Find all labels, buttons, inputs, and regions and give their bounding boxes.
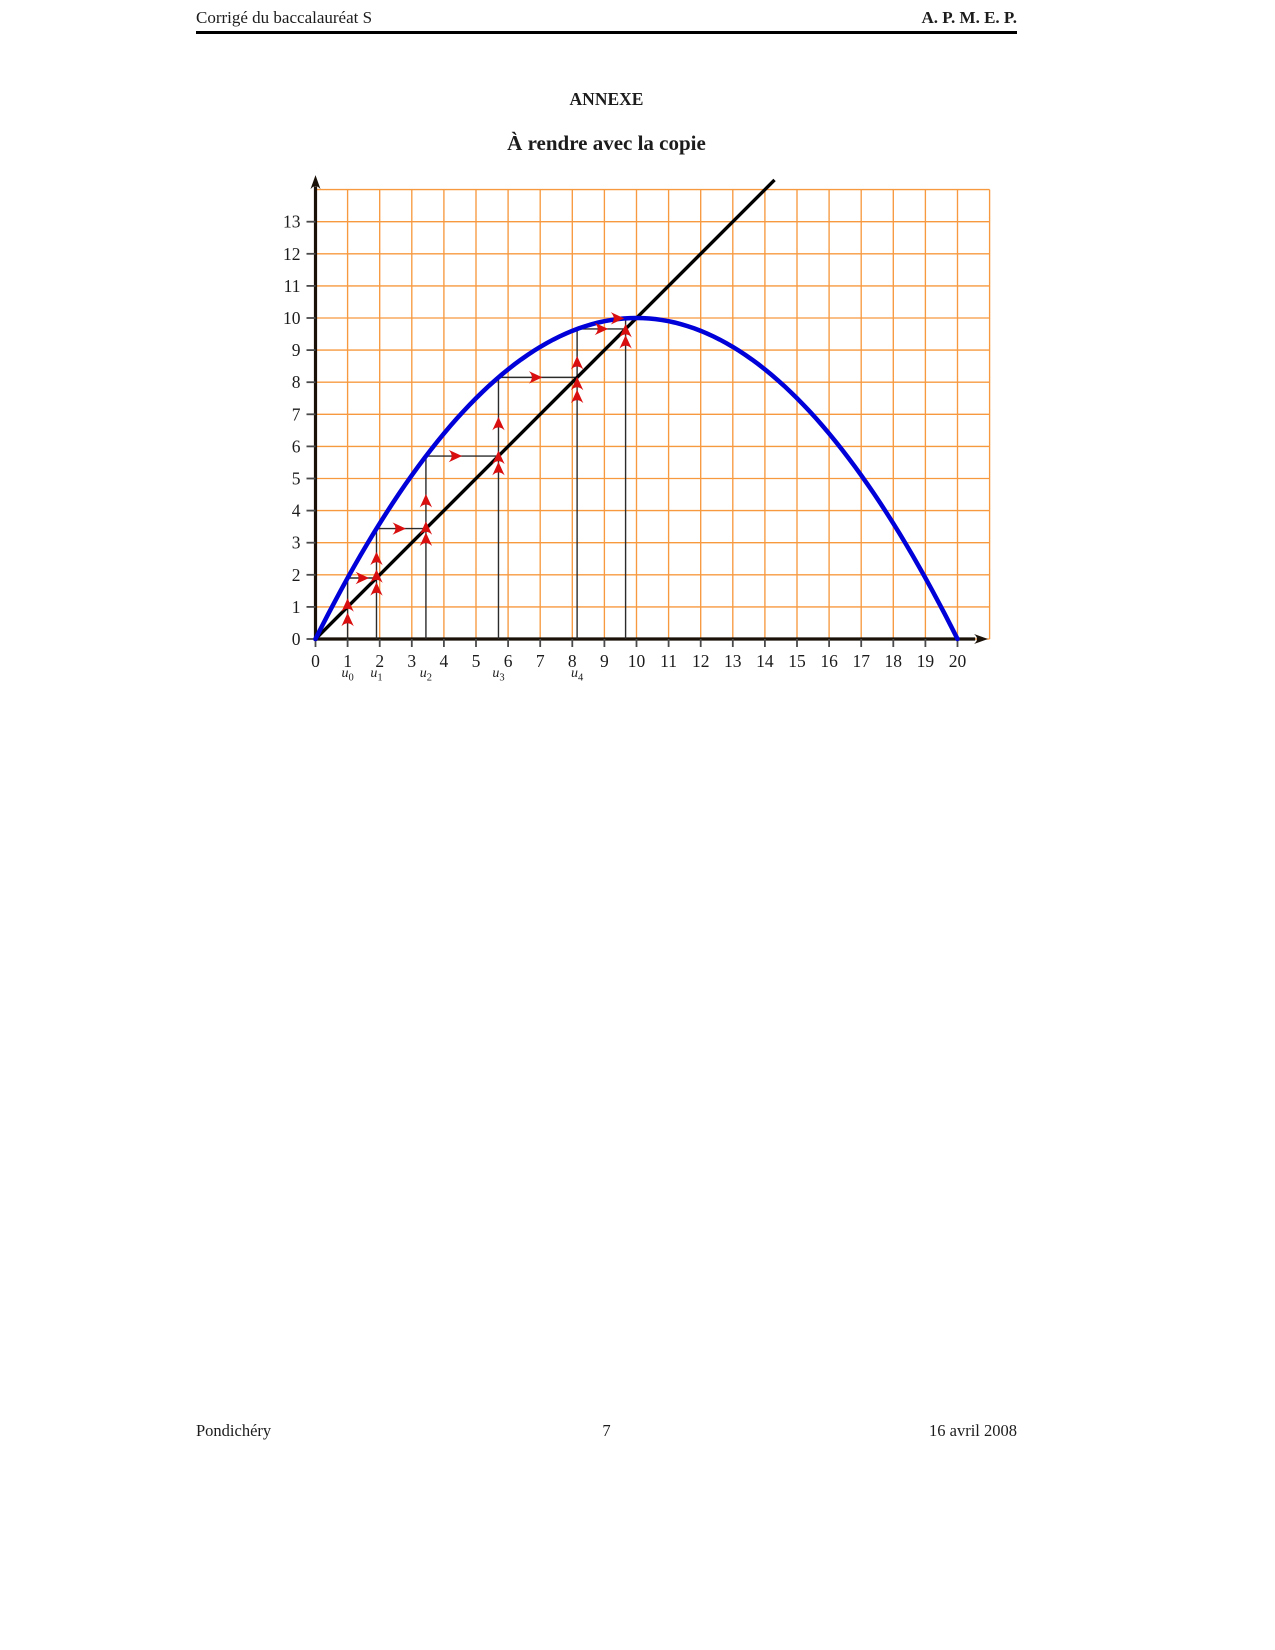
y-tick-label: 8 bbox=[291, 372, 301, 393]
u-label: $u_0$ bbox=[341, 666, 354, 684]
cobweb-figure bbox=[245, 168, 1005, 688]
y-tick-label: 10 bbox=[283, 308, 301, 328]
y-tick-label: 0 bbox=[291, 629, 301, 649]
header-right-text: A. P. M. E. P. bbox=[921, 8, 1017, 27]
x-tick-label: 20 bbox=[948, 651, 967, 671]
y-tick-label: 7 bbox=[291, 404, 301, 425]
y-tick-label: 12 bbox=[283, 243, 301, 264]
x-tick-label: 5 bbox=[471, 651, 481, 671]
x-tick-label: 11 bbox=[660, 651, 678, 671]
x-tick-label: 8 bbox=[567, 651, 577, 671]
x-tick-label: 16 bbox=[820, 651, 838, 671]
x-tick-label: 18 bbox=[884, 651, 903, 671]
y-tick-label: 9 bbox=[291, 340, 301, 361]
u-label: $u_2$ bbox=[419, 666, 433, 684]
y-tick-label: 6 bbox=[291, 436, 301, 457]
y-tick-label: 3 bbox=[291, 532, 301, 553]
cobweb-figure-wrap bbox=[245, 168, 1005, 688]
x-tick-label: 12 bbox=[691, 651, 710, 671]
y-tick-label: 2 bbox=[291, 564, 301, 585]
footer-left-text: Pondichéry bbox=[196, 1421, 272, 1440]
footer-right-text: 16 avril 2008 bbox=[929, 1421, 1017, 1440]
y-tick-label: 5 bbox=[291, 468, 301, 489]
x-tick-label: 19 bbox=[916, 651, 935, 671]
x-tick-label: 2 bbox=[375, 651, 385, 671]
x-tick-label: 6 bbox=[503, 651, 513, 671]
y-tick-label: 1 bbox=[291, 596, 301, 617]
u-label: $u_3$ bbox=[492, 666, 505, 684]
footer-page-number: 7 bbox=[602, 1421, 611, 1440]
identity-line bbox=[316, 180, 775, 639]
x-tick-label: 7 bbox=[535, 651, 545, 671]
x-tick-label: 15 bbox=[788, 651, 806, 671]
x-tick-label: 10 bbox=[627, 651, 646, 671]
x-tick-label: 3 bbox=[407, 651, 417, 671]
y-tick-label: 13 bbox=[283, 211, 301, 232]
doc-subtitle: À rendre avec la copie bbox=[507, 131, 706, 155]
footer bbox=[196, 1421, 1017, 1445]
x-tick-label: 0 bbox=[311, 651, 320, 671]
x-tick-label: 14 bbox=[756, 651, 774, 671]
y-tick-label: 4 bbox=[291, 500, 301, 521]
u-label: $u_1$ bbox=[370, 666, 383, 684]
x-tick-label: 1 bbox=[343, 651, 352, 671]
x-tick-label: 13 bbox=[724, 651, 742, 671]
x-tick-label: 4 bbox=[439, 651, 449, 671]
x-tick-label: 17 bbox=[852, 651, 870, 671]
x-tick-label: 9 bbox=[600, 651, 609, 671]
header-rule bbox=[196, 31, 1017, 34]
y-tick-label: 11 bbox=[283, 275, 301, 296]
u-label: $u_4$ bbox=[570, 666, 584, 684]
header-left-text: Corrigé du baccalauréat S bbox=[196, 8, 373, 27]
annexe-title: ANNEXE bbox=[569, 89, 644, 109]
